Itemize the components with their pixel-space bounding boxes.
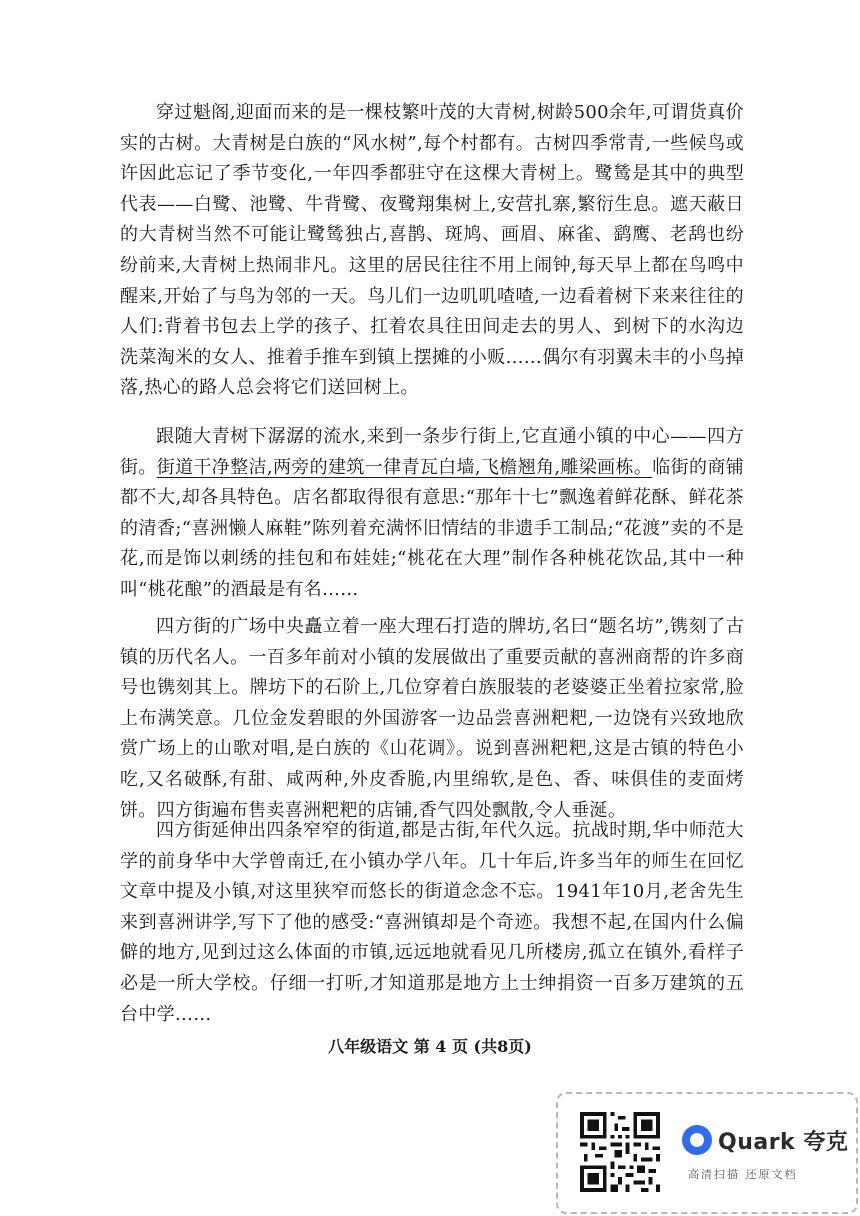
paragraph-1: 穿过魁阁,迎面而来的是一棵枝繁叶茂的大青树,树龄500余年,可谓货真价实的古树。大青树是白族的“风水树”,每个村都有。古树四季常青,一些候鸟或许因此忘记了季节变化,一年四季都驻守在这棵大青树上。鹭鸶是其中的典型代表——白鹭、池鹭、牛背鹭、夜鹭翔集树上,安营扎寨,繁衍生息。遮天蔽日的大青树当然不可能让鹭鸶独占,喜鹊、斑鸠、画眉、麻雀、鹞鹰、老鸹也纷纷前来,大青树上热闹非凡。这里的居民往往不用上闹钟,每天早上都在鸟鸣中醒来,开始了与鸟为邻的一天。鸟儿们一边叽叽喳喳,一边看着树下来来往往的人们:背着书包去上学的孩子、扛着农具往田间走去的男人、到树下的水沟边洗菜淘米的女人、推着手推车到镇上摆摊的小贩……偶尔有羽翼未丰的小鸟掉落,热心的路人总会将它们送回树上。 <box>120 102 744 399</box>
quark-brand <box>682 1120 848 1160</box>
underlined-sentence: 街道干净整洁,两旁的建筑一律青瓦白墙,飞檐翘角,雕梁画栋。 <box>156 456 653 478</box>
paragraph-2 <box>120 422 744 606</box>
page-footer: 八年级语文 第 4 页 (共8页) <box>328 1037 532 1056</box>
quark-logo-icon <box>682 1125 712 1155</box>
brand-subtitle: 高清扫描 还原文档 <box>688 1168 798 1181</box>
quark-watermark-badge <box>556 1092 858 1214</box>
paragraph-3: 四方街的广场中央矗立着一座大理石打造的牌坊,名曰“题名坊”,镌刻了古镇的历代名人。一百多年前对小镇的发展做出了重要贡献的喜洲商帮的许多商号也镌刻其上。牌坊下的石阶上,几位穿着白族服装的老婆婆正坐着拉家常,脸上布满笑意。几位金发碧眼的外国游客一边品尝喜洲粑粑,一边饶有兴致地欣赏广场上的山歌对唱,是白族的《山花调》。说到喜洲粑粑,这是古镇的特色小吃,又名破酥,有甜、咸两种,外皮香脆,内里绵软,是色、香、味俱佳的麦面烤饼。四方街遍布售卖喜洲粑粑的店铺,香气四处飘散,令人垂涎。 <box>120 616 744 821</box>
brand-name: Quark 夸克 <box>718 1129 849 1155</box>
qr-code-icon <box>580 1112 660 1192</box>
paragraph-2-start: 跟随大青树下潺潺的流水,来到一条步行街上,它直通小镇的中心——四方街。 <box>120 426 744 478</box>
paragraph-2-end: 临街的商铺都不大,却各具特色。店名都取得很有意思:“那年十七”飘逸着鲜花酥、鲜花茶的清香;“喜洲懒人麻鞋”陈列着充满怀旧情结的非遗手工制品;“花渡”卖的不是花,而是饰以刺绣的挂包和布娃娃;“桃花在大理”制作各种桃花饮品,其中一种叫“桃花酿”的酒最是有名…… <box>120 456 744 600</box>
paragraph-4: 四方街延伸出四条窄窄的街道,都是古街,年代久远。抗战时期,华中师范大学的前身华中大学曾南迁,在小镇办学八年。几十年后,许多当年的师生在回忆文章中提及小镇,对这里狭窄而悠长的街道念念不忘。1941年10月,老舍先生来到喜洲讲学,写下了他的感受:“喜洲镇却是个奇迹。我想不起,在国内什么偏僻的地方,见到过这么体面的市镇,远远地就看见几所楼房,孤立在镇外,看样子必是一所大学校。仔细一打听,才知道那是地方上士绅捐资一百多万建筑的五台中学…… <box>120 820 744 1025</box>
